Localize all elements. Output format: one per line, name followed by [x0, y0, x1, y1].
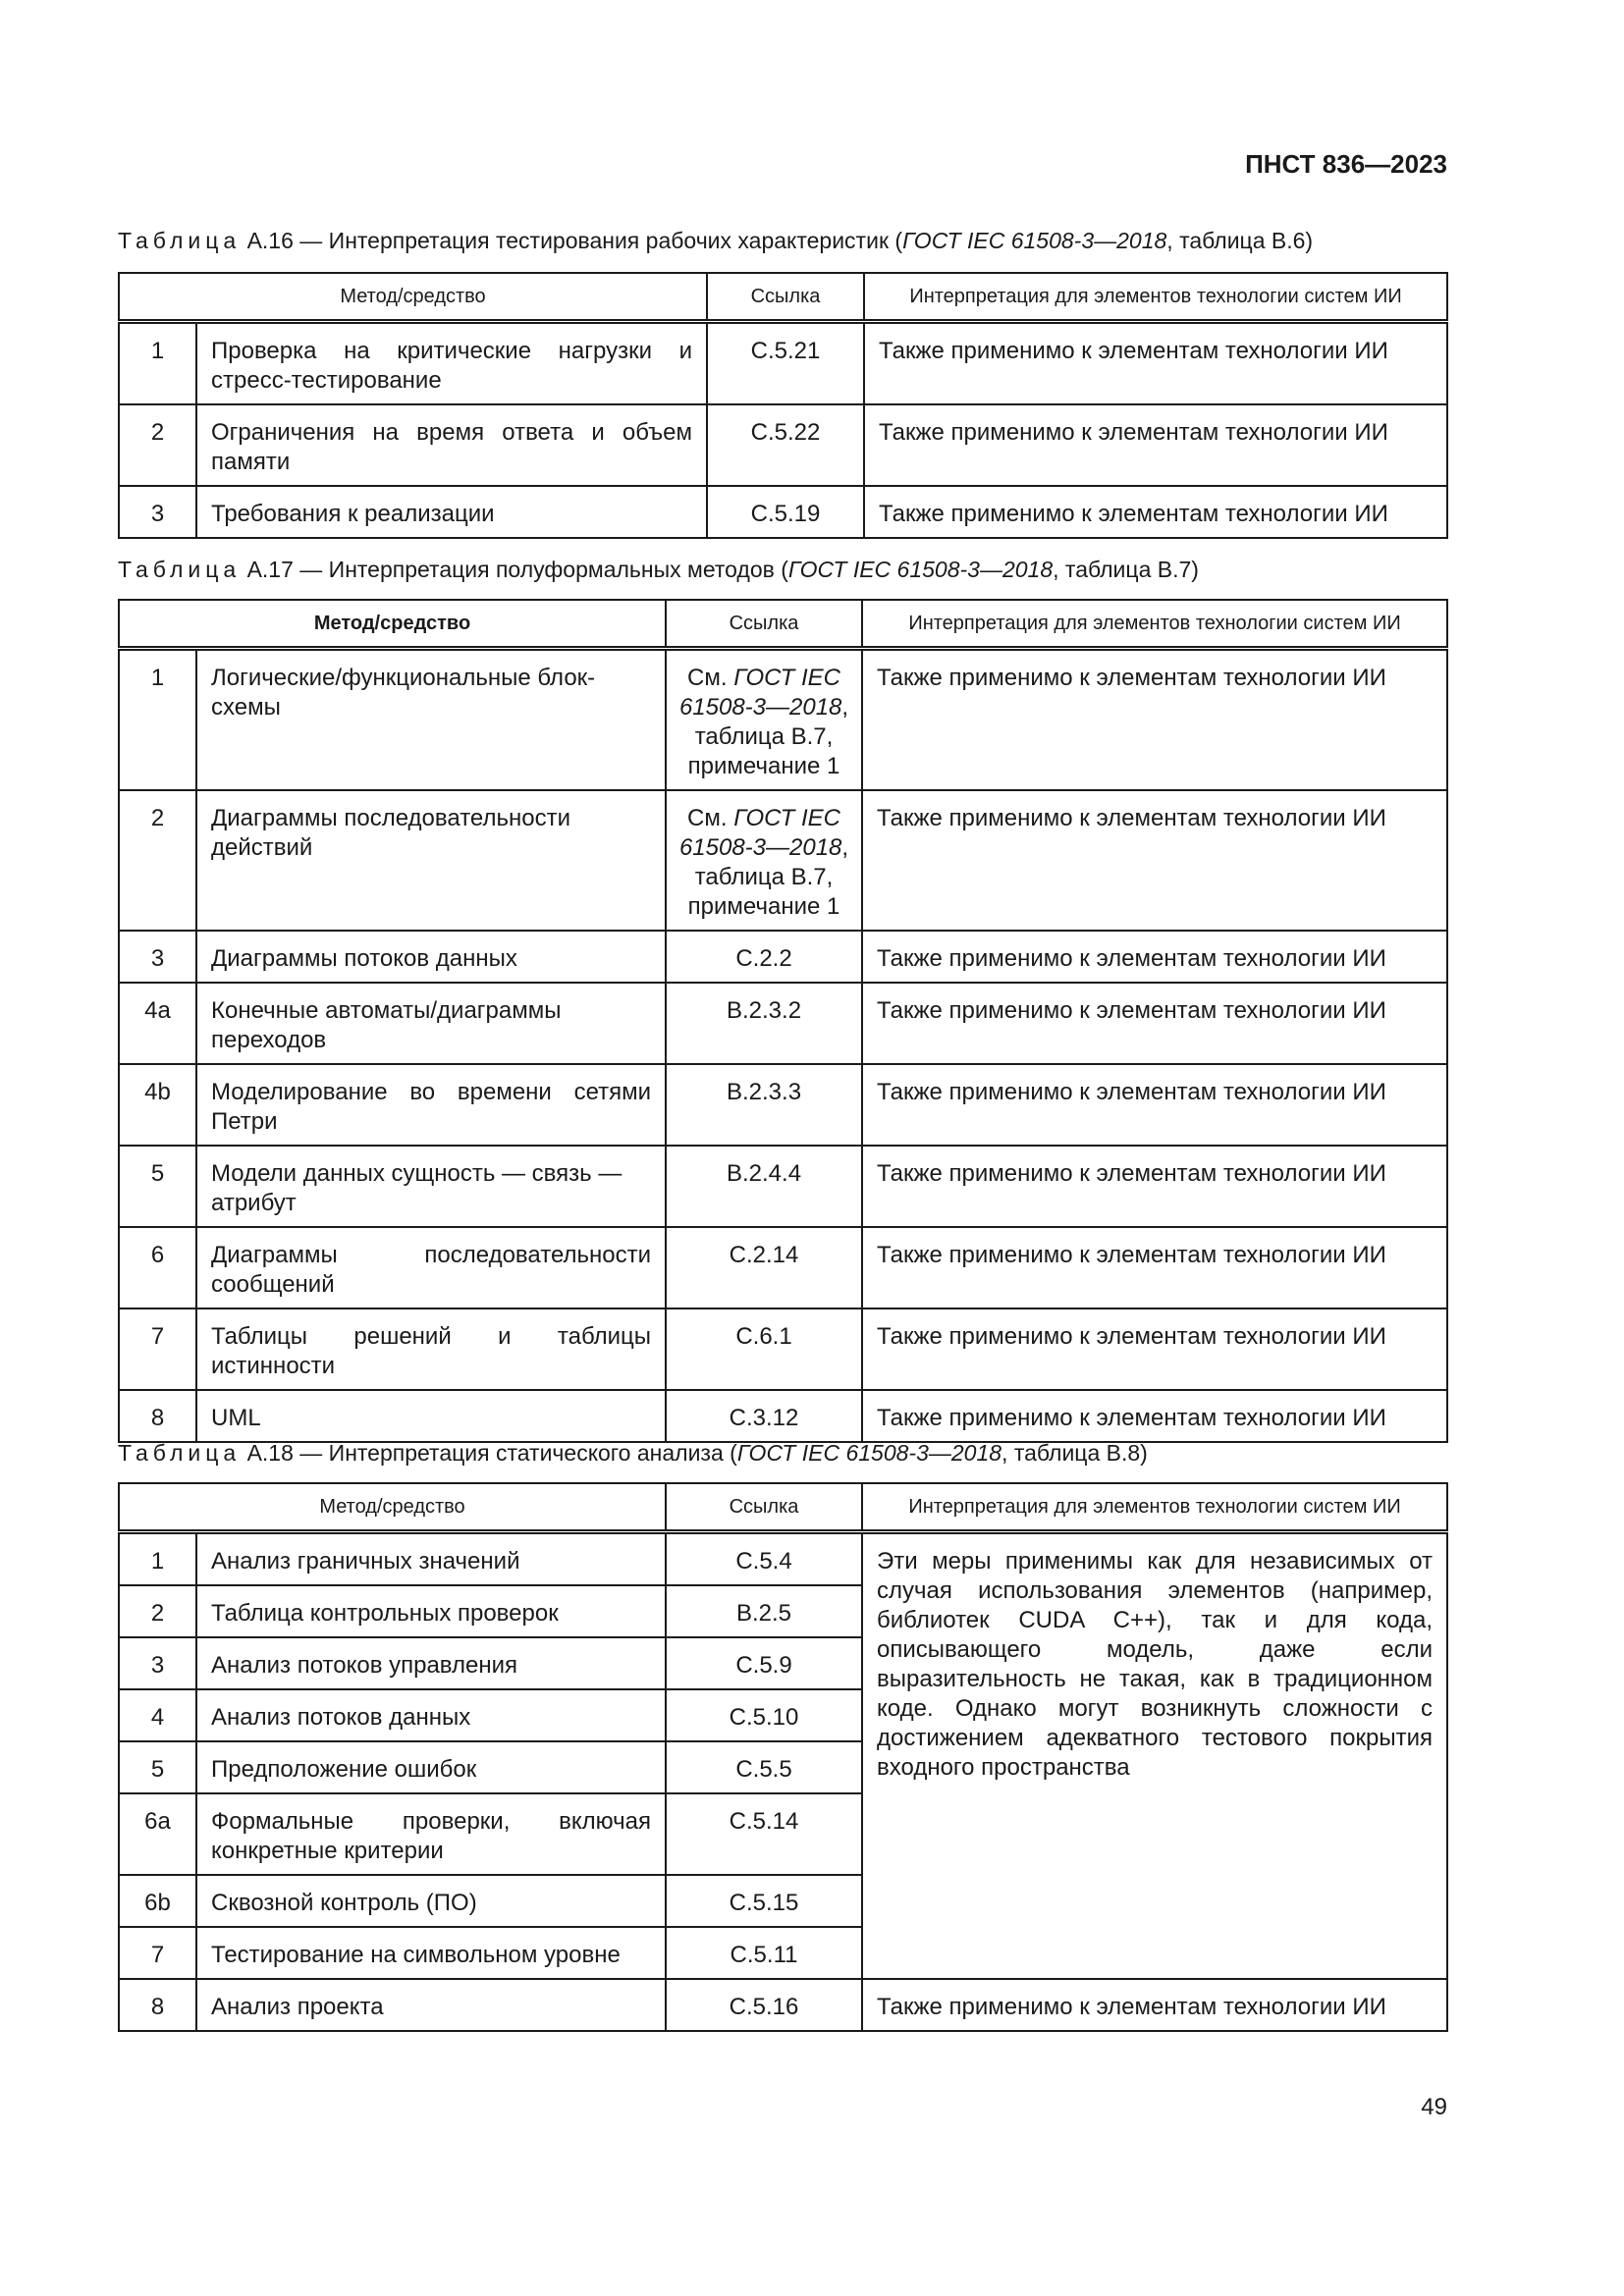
row-number: 8: [119, 1979, 196, 2031]
table-row: [119, 983, 1447, 1064]
row-ref: [666, 649, 862, 791]
ref-see: См.: [687, 805, 734, 831]
row-number: 3: [119, 931, 196, 983]
table-row: [119, 1064, 1447, 1146]
header-ref: Ссылка: [666, 600, 862, 649]
header-interp: Интерпретация для элементов технологии систем ИИ: [864, 273, 1447, 322]
ref-standard: ГОСТ IEC 61508-3—2018: [678, 665, 842, 721]
row-number: 2: [119, 404, 196, 486]
row-number: 1: [119, 322, 196, 405]
row-ref: В.2.4.4: [666, 1146, 862, 1227]
row-method: Предположение ошибок: [196, 1741, 666, 1793]
table-row: [119, 649, 1447, 791]
header-method: Метод/средство: [119, 273, 707, 322]
row-number: 6a: [119, 1793, 196, 1875]
row-method: Требования к реализации: [196, 486, 707, 538]
row-method: Логические/функциональные блок-схемы: [196, 649, 666, 791]
header-ref: Ссылка: [666, 1483, 862, 1532]
row-number: 3: [119, 1637, 196, 1689]
table-row: [119, 1979, 1447, 2031]
row-interp: Также применимо к элементам технологии ИИ: [862, 1146, 1447, 1227]
row-number: 8: [119, 1390, 196, 1442]
caption-ref: ГОСТ IEC 61508-3—2018: [902, 228, 1167, 253]
row-interp: Также применимо к элементам технологии ИИ: [862, 1227, 1447, 1308]
row-number: 2: [119, 1585, 196, 1637]
caption-suffix: , таблица В.7): [1053, 557, 1199, 582]
row-interp: Также применимо к элементам технологии ИИ: [864, 486, 1447, 538]
row-method: Ограничения на время ответа и объем памяти: [196, 404, 707, 486]
row-ref: С.2.14: [666, 1227, 862, 1308]
row-interp: Также применимо к элементам технологии ИИ: [862, 790, 1447, 931]
row-method: Формальные проверки, включая конкретные критерии: [196, 1793, 666, 1875]
row-method: Сквозной контроль (ПО): [196, 1875, 666, 1927]
row-method: Анализ потоков данных: [196, 1689, 666, 1741]
caption-title: А.16 — Интерпретация тестирования рабочих характеристик (: [246, 228, 903, 253]
row-method: Проверка на критические нагрузки и стресс-тестирование: [196, 322, 707, 405]
row-method: Модели данных сущность — связь — атрибут: [196, 1146, 666, 1227]
row-ref: С.5.19: [707, 486, 864, 538]
row-number: 4b: [119, 1064, 196, 1146]
row-method: Анализ граничных значений: [196, 1532, 666, 1586]
header-method: Метод/средство: [119, 1483, 666, 1532]
header-method: Метод/средство: [119, 600, 666, 649]
table-header-row: [119, 273, 1447, 322]
row-ref: С.5.21: [707, 322, 864, 405]
row-method: Диаграммы последовательности сообщений: [196, 1227, 666, 1308]
row-method: Таблица контрольных проверок: [196, 1585, 666, 1637]
ref-standard: ГОСТ IEC 61508-3—2018: [678, 805, 842, 861]
caption-suffix: , таблица В.6): [1166, 228, 1314, 253]
row-ref: С.5.14: [666, 1793, 862, 1875]
row-ref: В.2.3.3: [666, 1064, 862, 1146]
table-a16: [118, 272, 1448, 539]
row-interp: Также применимо к элементам технологии ИИ: [862, 1064, 1447, 1146]
row-method: Моделирование во времени сетями Петри: [196, 1064, 666, 1146]
row-ref: С.5.15: [666, 1875, 862, 1927]
row-method: Диаграммы потоков данных: [196, 931, 666, 983]
table-a16-caption: [118, 228, 1313, 254]
row-method: Тестирование на символьном уровне: [196, 1927, 666, 1979]
row-ref: С.5.11: [666, 1927, 862, 1979]
row-interp: Также применимо к элементам технологии ИИ: [862, 983, 1447, 1064]
table-row: [119, 1532, 1447, 1586]
row-number: 4a: [119, 983, 196, 1064]
caption-suffix: , таблица В.8): [1001, 1440, 1148, 1466]
table-row: [119, 404, 1447, 486]
table-a18-caption: [118, 1440, 1148, 1467]
row-number: 2: [119, 790, 196, 931]
row-number: 5: [119, 1741, 196, 1793]
row-number: 6b: [119, 1875, 196, 1927]
table-row: [119, 931, 1447, 983]
row-number: 1: [119, 1532, 196, 1586]
caption-label: Таблица: [118, 228, 242, 253]
row-number: 3: [119, 486, 196, 538]
ref-tail: , таблица В.7, примечание 1: [687, 694, 849, 779]
caption-label: Таблица: [118, 1440, 242, 1466]
table-row: [119, 790, 1447, 931]
table-header-row: [119, 600, 1447, 649]
row-ref: С.3.12: [666, 1390, 862, 1442]
caption-ref: ГОСТ IEC 61508-3—2018: [736, 1440, 1002, 1466]
row-number: 7: [119, 1927, 196, 1979]
row-ref: В.2.5: [666, 1585, 862, 1637]
row-ref: С.5.10: [666, 1689, 862, 1741]
row-method: Анализ проекта: [196, 1979, 666, 2031]
header-interp: Интерпретация для элементов технологии систем ИИ: [862, 1483, 1447, 1532]
row-interp: Также применимо к элементам технологии ИИ: [864, 404, 1447, 486]
row-method: Анализ потоков управления: [196, 1637, 666, 1689]
table-row: [119, 1227, 1447, 1308]
table-header-row: [119, 1483, 1447, 1532]
row-ref: С.2.2: [666, 931, 862, 983]
caption-ref: ГОСТ IEC 61508-3—2018: [787, 557, 1054, 582]
table-row: [119, 1308, 1447, 1390]
document-id: ПНСТ 836—2023: [1245, 149, 1447, 179]
merged-interp: Эти меры применимы как для независимых от случая использования элементов (например, библиотек CUDA C++), так и для кода, описывающего модель, даже если выразительность не такая, как в традиционном коде. Однако могут возникнуть сложности с достижением адекватного тестового покрытия входного пространства: [862, 1532, 1447, 1980]
ref-see: См.: [687, 665, 734, 691]
row-number: 7: [119, 1308, 196, 1390]
row-interp: Также применимо к элементам технологии ИИ: [862, 1308, 1447, 1390]
row-ref: С.5.16: [666, 1979, 862, 2031]
row-number: 1: [119, 649, 196, 791]
table-row: [119, 1146, 1447, 1227]
row-ref: С.6.1: [666, 1308, 862, 1390]
row-interp: Также применимо к элементам технологии ИИ: [862, 1979, 1447, 2031]
row-ref: С.5.22: [707, 404, 864, 486]
caption-title: А.18 — Интерпретация статического анализа (: [246, 1440, 737, 1466]
table-a17: [118, 599, 1448, 1443]
row-ref: С.5.9: [666, 1637, 862, 1689]
page-number: 49: [1421, 2094, 1447, 2120]
row-interp: Также применимо к элементам технологии ИИ: [864, 322, 1447, 405]
header-interp: Интерпретация для элементов технологии систем ИИ: [862, 600, 1447, 649]
row-ref: [666, 790, 862, 931]
row-interp: Также применимо к элементам технологии ИИ: [862, 931, 1447, 983]
row-method: Конечные автоматы/диаграммы переходов: [196, 983, 666, 1064]
row-method: Таблицы решений и таблицы истинности: [196, 1308, 666, 1390]
row-ref: С.5.5: [666, 1741, 862, 1793]
row-number: 4: [119, 1689, 196, 1741]
row-interp: Также применимо к элементам технологии ИИ: [862, 1390, 1447, 1442]
row-method: UML: [196, 1390, 666, 1442]
caption-label: Таблица: [118, 557, 242, 582]
table-row: [119, 486, 1447, 538]
row-number: 6: [119, 1227, 196, 1308]
ref-tail: , таблица В.7, примечание 1: [687, 834, 849, 920]
row-ref: С.5.4: [666, 1532, 862, 1586]
row-number: 5: [119, 1146, 196, 1227]
caption-title: А.17 — Интерпретация полуформальных методов (: [246, 557, 788, 582]
header-ref: Ссылка: [707, 273, 864, 322]
table-row: [119, 1390, 1447, 1442]
row-ref: В.2.3.2: [666, 983, 862, 1064]
table-row: [119, 322, 1447, 405]
table-a18: [118, 1482, 1448, 2032]
row-interp: Также применимо к элементам технологии ИИ: [862, 649, 1447, 791]
table-a17-caption: [118, 557, 1199, 583]
row-method: Диаграммы последовательности действий: [196, 790, 666, 931]
